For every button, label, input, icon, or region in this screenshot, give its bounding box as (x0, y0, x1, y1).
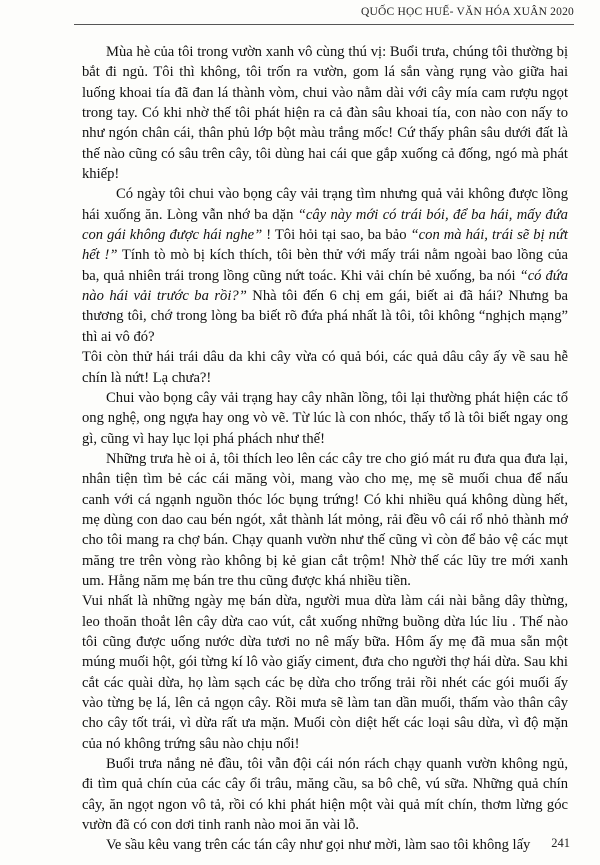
running-header: QUỐC HỌC HUẾ- VĂN HÓA XUÂN 2020 (361, 6, 574, 18)
paragraph-8-text: Ve sầu kêu vang trên các tán cây như gọi như mời, làm sao tôi không lấy (106, 837, 531, 854)
paragraph-7 (82, 754, 568, 835)
paragraph-4-text: Chui vào bọng cây vải trạng hay cây nhãn lồng, tôi lại thường phát hiện các tổ ong nghệ, ong ngựa hay ong vò vẽ. Từ lúc là con nhóc, thấy tổ là tôi biết ngay ong gì, cũng vì hay lục lọi phá phách như thế! (82, 389, 568, 447)
paragraph-3-text: Tôi còn thử hái trái dâu da khi cây vừa có quả bói, các quả dâu cây ấy về sau hễ chín là nứt! Lạ chưa?! (82, 349, 568, 386)
paragraph-5-text: Những trưa hè oi ả, tôi thích leo lên các cây tre cho gió mát ru đưa qua đưa lại, nhân tiện tìm bẻ các cái măng vòi, mang vào cho mẹ, mẹ sẽ muối chua để nấu canh với cá ngạnh nguồn thóc lóc bụng trứng! Có khi nhiều quá không dùng hết, mẹ dùng con dao cau bén ngót, xắt thành lát mỏng, rải đều vô cái rổ nhỏ thành mớ cho tôi mang ra chợ bán. Chạy quanh vườn như thế cũng vì còn để bảo vệ các mụt măng tre trên vòng rào không bị kẻ gian cắt trộm! Nhờ thế các lũy tre mới xanh um. Hằng năm mẹ bán tre thu cũng được khá nhiều tiền. (82, 450, 568, 589)
paragraph-1-text: Mùa hè của tôi trong vườn xanh vô cùng thú vị: Buổi trưa, chúng tôi thường bị bắt đi ngủ. Tôi thì không, tôi trốn ra vườn, gom lá sắn vàng rụng vào giữa hai luống khoai tía đã đan lá thành vòm, chui vào nằm dài với cây mía cam rượu ngọt trong tay. Có khi nhờ thế tôi phát hiện ra cả đàn sâu khoai tía, con nào con nấy to như ngón chân cái, thân phủ lớp bột màu trắng mốc! Cứ thấy phân sâu dưới đất là thế nào cũng có sâu trên cây, tôi dùng hai cái que gắp xuống cả đống, ngó mà phát khiếp! (82, 44, 568, 183)
paragraph-2-quote-3: “có đứa nào hái vải trước ba rồi?” (82, 267, 569, 305)
paragraph-6-text: Vui nhất là những ngày mẹ bán dừa, người mua dừa làm cái nài bằng dây thừng, leo thoăn thoắt lên cây dừa cao vút, cắt xuống những buồng dừa lúc lỉu . Thế nào tôi cũng được uống nước dừa tươi no nê mấy bữa. Hôm ấy mẹ đã mua sẵn một múng muối hột, gói từng kí lô vào giấy ciment, đưa cho người thợ hái dừa. Sau khi cắt các quài dừa, họ làm sạch các bẹ dừa cho trống trải rồi nhét các gói muối ấy vào từng bẹ lá, lên cả ngọn cây. Rồi mưa sẽ làm tan dần muối, thấm vào thân cây cho cây tốt trái, vì dừa rất ưa mặn. Muối còn diệt hết các loại sâu dừa, vì độ mặn của nó không trứng sâu nào chịu nổi! (82, 593, 568, 752)
paragraph-7-text: Buổi trưa nắng nẻ đầu, tôi vẫn đội cái nón rách chạy quanh vườn không ngủ, đi tìm quả chín của các cây ổi trâu, măng cầu, sa bô chê, vú sữa. Những quả chín cây, ăn ngọt ngon vô tả, rồi có khi phát hiện một vài quả mít chín, thơm lừng góc vườn đã có con dơi tinh ranh nào moi ăn vài lỗ. (82, 756, 568, 834)
page-number: 241 (551, 836, 570, 850)
paragraph-2-quote-2: “con mà hái, trái sẽ bị nứt hết !” (82, 227, 568, 264)
paragraph-2-text-c: Tính tò mò bị kích thích, tôi bèn thử với mấy trái nằm ngoài bao lồng của ba, quả nhiên trái trong lồng cũng nứt toác. Khi vải chín bẻ xuống, ba nói (82, 247, 568, 284)
paragraph-6 (82, 591, 568, 754)
paragraph-2-text-a: Có ngày tôi chui vào bọng cây vải trạng tìm nhưng quả vải không được lồng hái xuống ăn. Lòng vẫn nhớ ba dặn (82, 186, 568, 223)
paragraph-8 (82, 835, 568, 855)
paragraph-5 (82, 449, 568, 591)
paragraph-4 (82, 388, 568, 449)
paragraph-2-quote-1: “cây này mới có trái bói, để ba hái, mấy đứa con gái không được hái nghe” (82, 206, 568, 244)
paragraph-3 (82, 347, 568, 388)
body-text (82, 42, 568, 856)
header-rule (74, 24, 574, 25)
paragraph-2-text-b: ! Tôi hỏi tại sao, ba bảo (262, 227, 411, 244)
paragraph-1 (82, 42, 568, 184)
paragraph-2 (82, 184, 568, 347)
paragraph-2-text-d: Nhà tôi đến 6 chị em gái, biết ai đã hái? Nhưng ba thương tôi, chớ trong lòng ba biết rõ đứa phá nhất là tôi, tôi không “nghịch mạng” thì ai vô đó? (82, 288, 568, 345)
